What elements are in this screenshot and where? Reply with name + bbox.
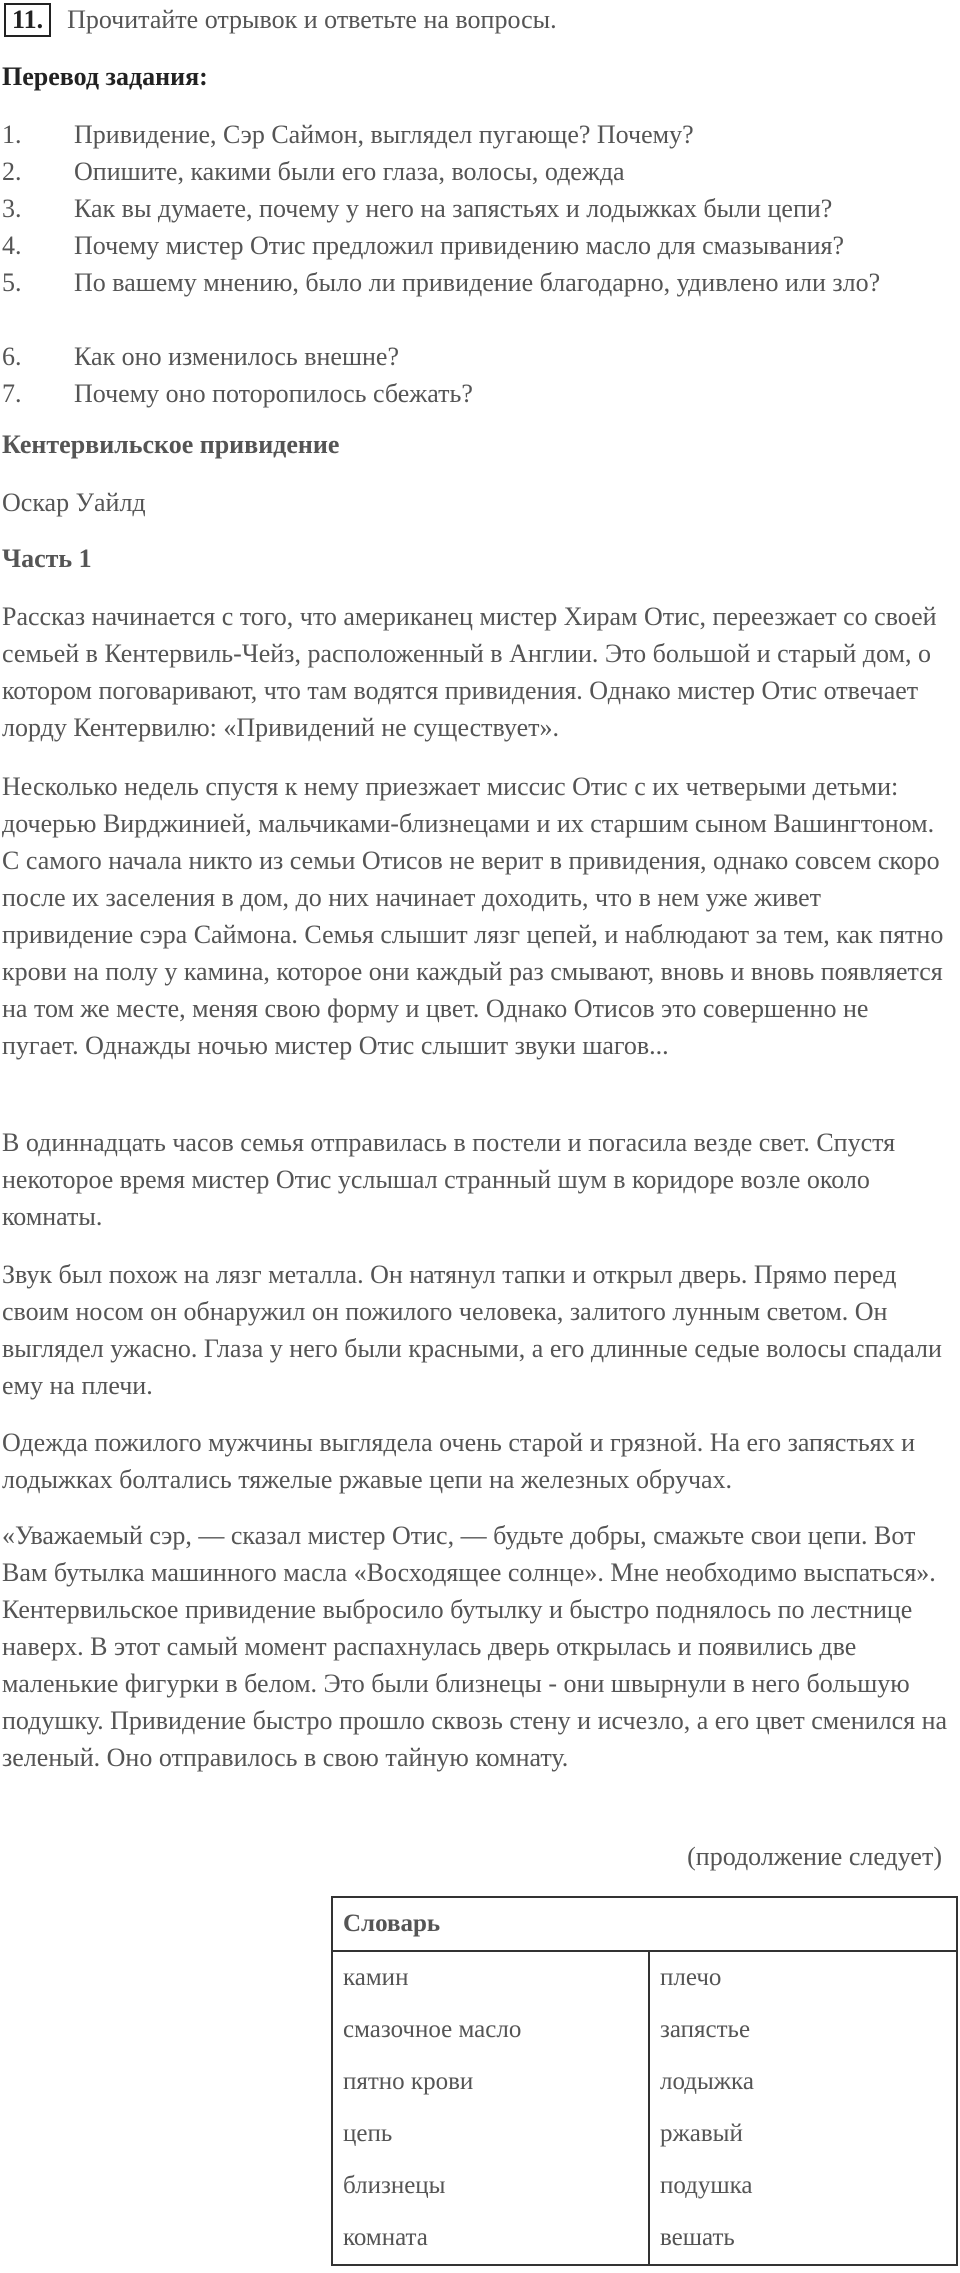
- story-part: Часть 1: [2, 544, 92, 573]
- question-3: 3. Как вы думаете, почему у него на запястьях и лодыжках были цепи?: [2, 194, 833, 223]
- table-row: [332, 1951, 957, 2004]
- story-title: Кентервильское привидение: [2, 430, 340, 459]
- task-number: 11.: [4, 3, 51, 37]
- vocab-word: ржавый: [649, 2108, 957, 2160]
- story-paragraph-5: Одежда пожилого мужчины выглядела очень старой и грязной. На его запястьях и лодыжках болтались тяжелые ржавые цепи на железных обручах.: [2, 1428, 916, 1494]
- story-paragraph-3: В одиннадцать часов семья отправилась в постели и погасила везде свет. Спустя некоторое время мистер Отис услышал странный шум в коридоре возле около комнаты.: [2, 1128, 896, 1231]
- vocab-word: цепь: [332, 2108, 649, 2160]
- vocab-word: плечо: [649, 1951, 957, 2004]
- story-paragraph-2: Несколько недель спустя к нему приезжает миссис Отис с их четверыми детьми: дочерью Вирджинией, мальчиками-близнецами и их старшим сыном Вашингтоном. С самого начала никто из семьи Отисов не верит в привидения, однако совсем скоро после их заселения в дом, до них начинает доходить, что в нем уже живет привидение сэра Саймона. Семья слышит лязг цепей, и наблюдают за тем, как пятно крови на полу у камина, которое они каждый раз смывают, вновь и вновь появляется на том же месте, меняя свою форму и цвет. Однако Отисов это совершенно не пугает. Однажды ночью мистер Отис слышит звуки шагов...: [2, 772, 944, 1060]
- vocab-word: вешать: [649, 2212, 957, 2265]
- story-paragraph-4: Звук был похож на лязг металла. Он натянул тапки и открыл дверь. Прямо перед своим носом он обнаружил он пожилого человека, залитого лунным светом. Он выглядел ужасно. Глаза у него были красными, а его длинные седые волосы спадали ему на плечи.: [2, 1260, 942, 1400]
- story-paragraph-6: «Уважаемый сэр, — сказал мистер Отис, — будьте добры, смажьте свои цепи. Вот Вам бутылка машинного масла «Восходящее солнце». Мне необходимо выспаться». Кентервильское привидение выбросило бутылку и быстро поднялось по лестнице наверх. В этот самый момент распахнулась дверь открылась и появились две маленькие фигурки в белом. Это были близнецы - они швырнули в него большую подушку. Привидение быстро прошло сквозь стену и исчезло, а его цвет сменился на зеленый. Оно отправилось в свою тайную комнату.: [2, 1521, 948, 1772]
- question-6: 6. Как оно изменилось внешне?: [2, 342, 399, 371]
- question-7: 7. Почему оно поторопилось сбежать?: [2, 379, 473, 408]
- vocab-word: лодыжка: [649, 2056, 957, 2108]
- question-1: 1. Привидение, Сэр Саймон, выглядел пугающе? Почему?: [2, 120, 694, 149]
- story-author: Оскар Уайлд: [2, 488, 146, 517]
- table-row: [332, 2212, 957, 2265]
- question-4: 4. Почему мистер Отис предложил привидению масло для смазывания?: [2, 231, 845, 260]
- vocab-word: запястье: [649, 2004, 957, 2056]
- table-row: [332, 2160, 957, 2212]
- question-2: 2. Опишите, какими были его глаза, волосы, одежда: [2, 157, 625, 186]
- vocab-word: смазочное масло: [332, 2004, 649, 2056]
- story-paragraph-1: Рассказ начинается с того, что американец мистер Хирам Отис, переезжает со своей семьей в Кентервиль-Чейз, расположенный в Англии. Это большой и старый дом, о котором поговаривают, что там водятся привидения. Однако мистер Отис отвечает лорду Кентервилю: «Привидений не существует».: [2, 602, 937, 742]
- question-5: 5. По вашему мнению, было ли привидение благодарно, удивлено или зло?: [2, 268, 881, 297]
- vocab-word: пятно крови: [332, 2056, 649, 2108]
- translation-heading: Перевод задания:: [2, 62, 208, 91]
- continuation-note: (продолжение следует): [687, 1842, 942, 1871]
- vocab-word: камин: [332, 1951, 649, 2004]
- vocabulary-table: [331, 1896, 958, 2266]
- vocab-word: подушка: [649, 2160, 957, 2212]
- vocab-word: комната: [332, 2212, 649, 2265]
- vocab-word: близнецы: [332, 2160, 649, 2212]
- table-row: [332, 2004, 957, 2056]
- table-row: [332, 2108, 957, 2160]
- task-instruction: Прочитайте отрывок и ответьте на вопросы.: [67, 5, 557, 34]
- vocabulary-title: Словарь: [332, 1897, 957, 1951]
- task-header: [4, 2, 557, 38]
- table-row: [332, 2056, 957, 2108]
